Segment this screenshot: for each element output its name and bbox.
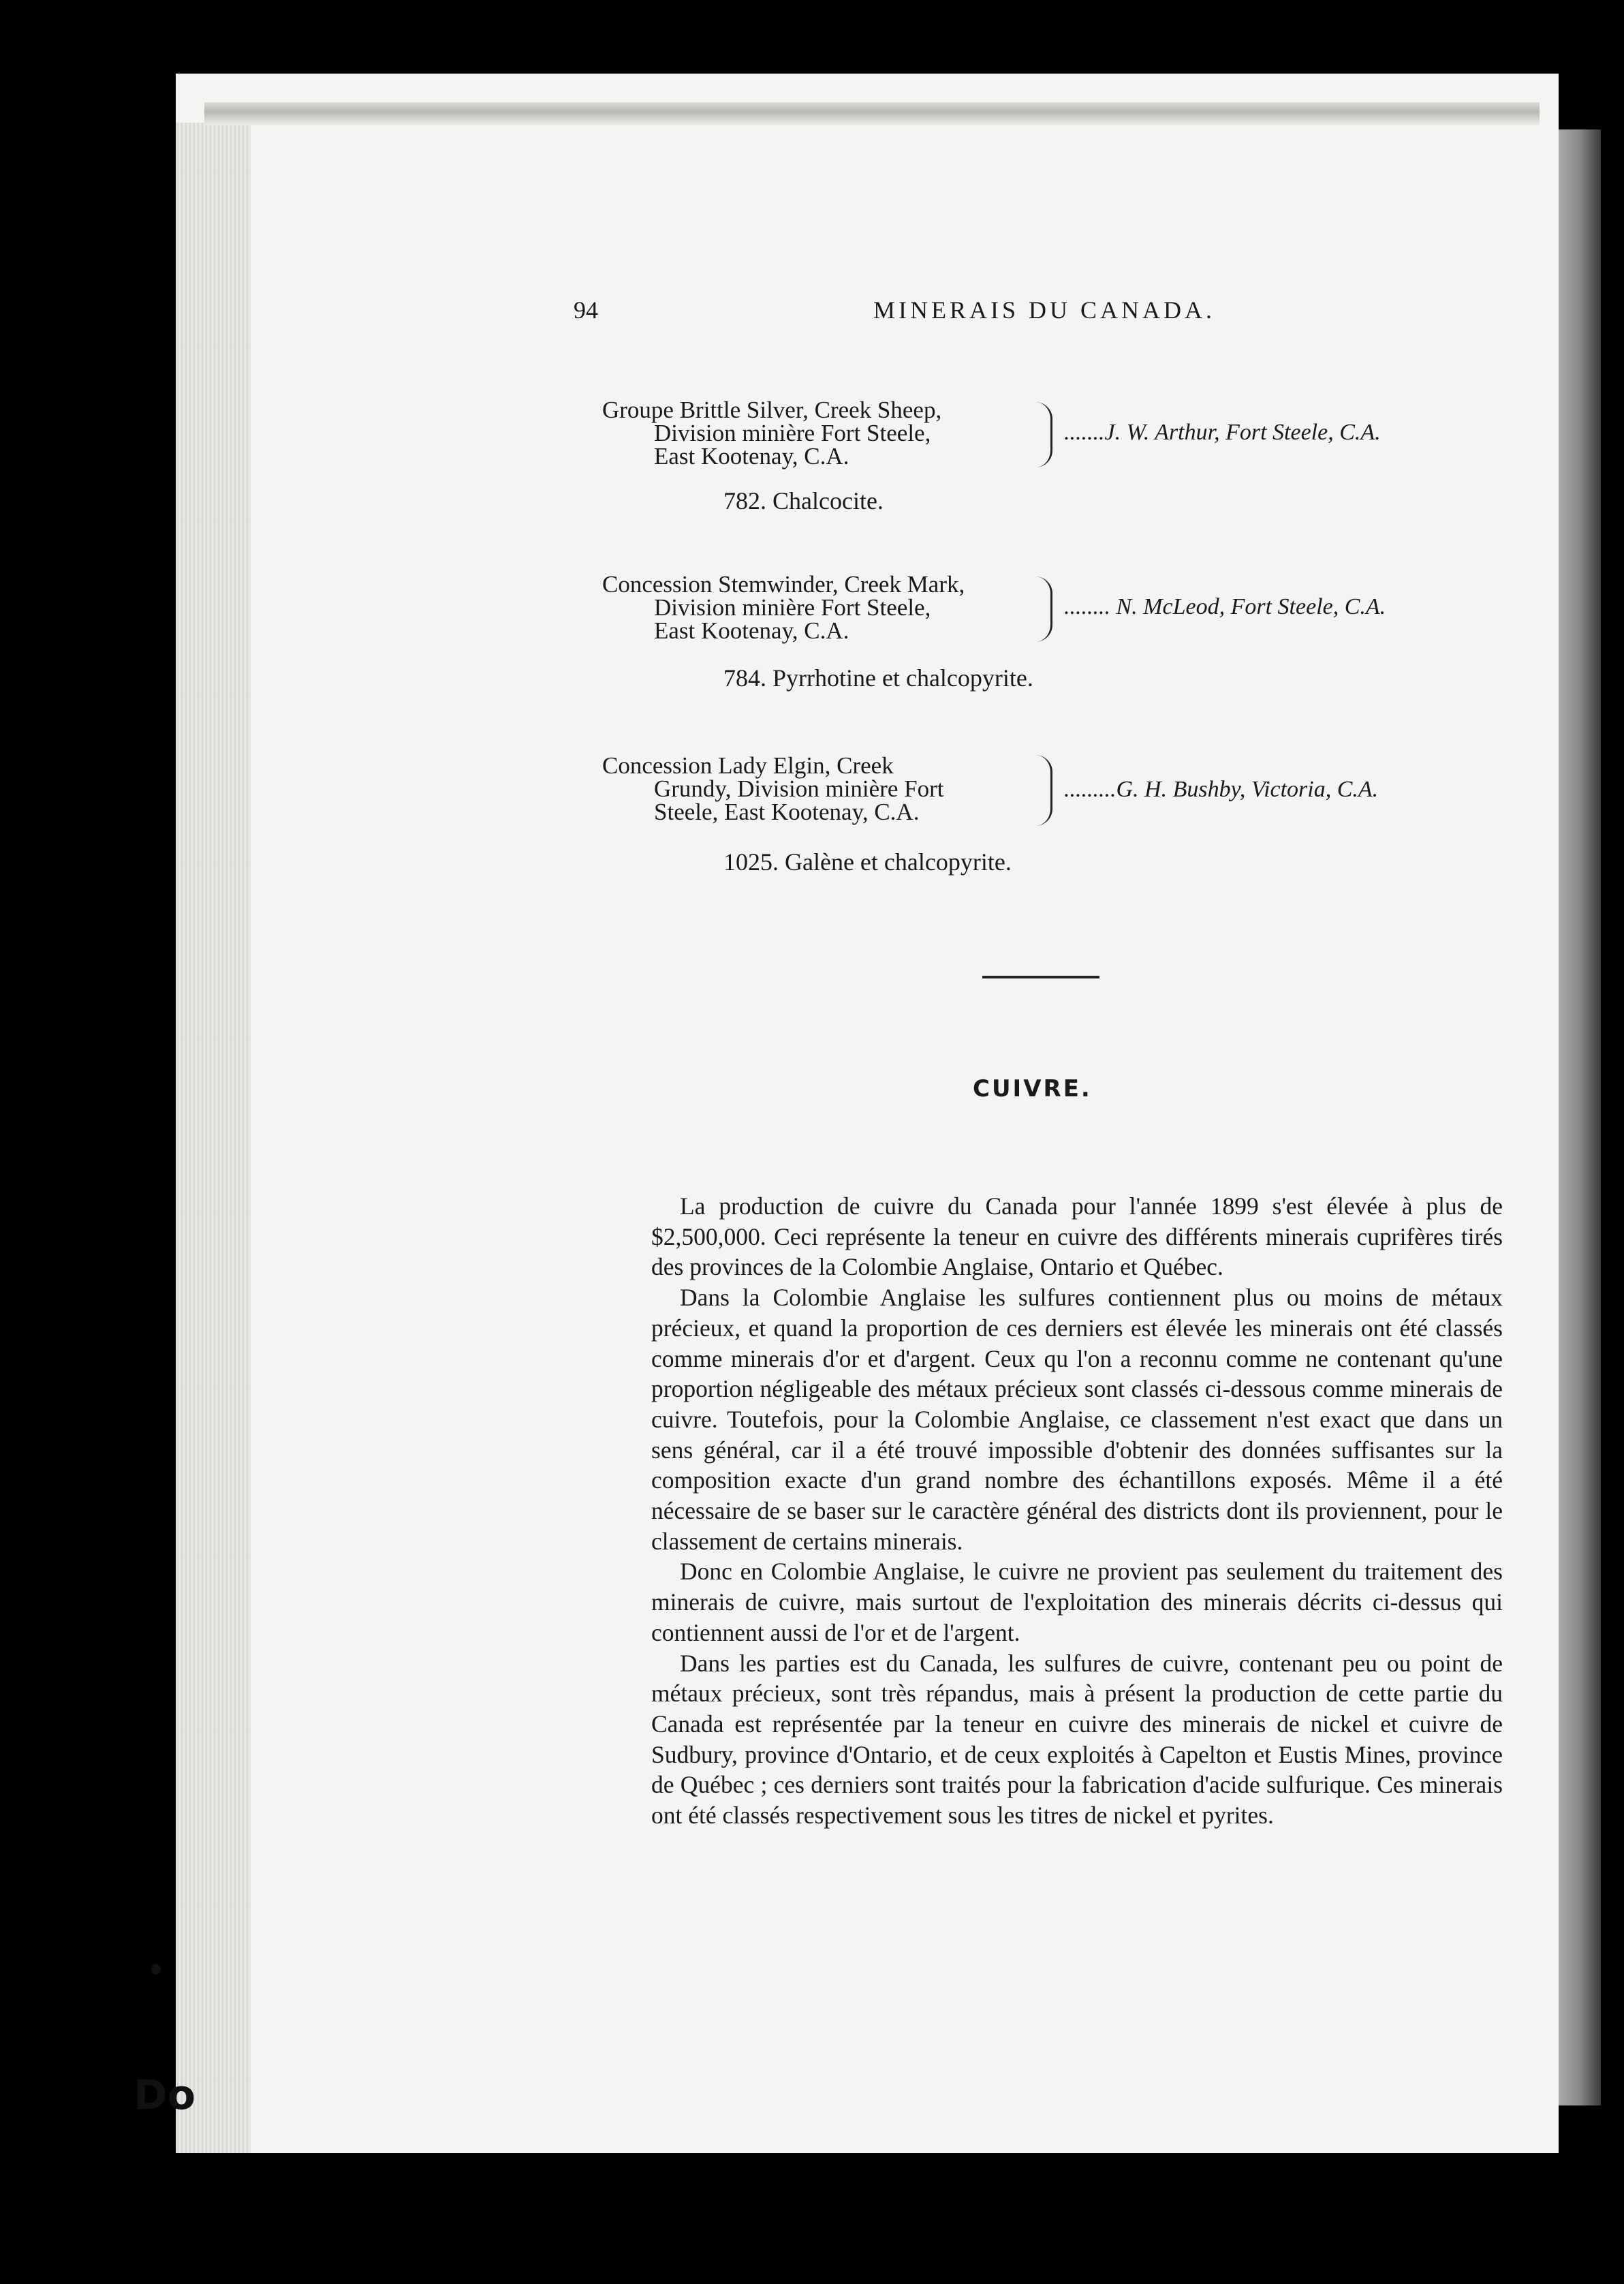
entry-1-line-1: Groupe Brittle Silver, Creek Sheep, bbox=[602, 397, 942, 423]
margin-stamp: Do bbox=[134, 2071, 196, 2119]
section-title: CUIVRE. bbox=[973, 1075, 1092, 1102]
paragraph-4: Dans les parties est du Canada, les sulfures de cuivre, contenant peu ou point de métaux précieux, sont très répandus, mais à présent la production de cette partie du Canada est représentée par la teneur en cuivre des minerais de nickel et cuivre de Sudbury, province d'Ontario, et de ceux exploités à Capelton et Eustis Mines, province de Québec ; ces derniers sont traités pour la fabrication d'acide sulfurique. Ces minerais ont été classés respectivement sous les titres de nickel et pyrites. bbox=[651, 1649, 1503, 1830]
entry-3-attribution: .........G. H. Bushby, Victoria, C.A. bbox=[1064, 777, 1379, 802]
entry-3-line-2: Grundy, Division minière Fort bbox=[654, 775, 944, 802]
entry-3-line-1: Concession Lady Elgin, Creek bbox=[602, 752, 894, 779]
entry-3-brace bbox=[1035, 755, 1052, 826]
entry-1-brace bbox=[1035, 402, 1052, 467]
entry-1-attribution: .......J. W. Arthur, Fort Steele, C.A. bbox=[1064, 420, 1381, 445]
paragraph-2: Dans la Colombie Anglaise les sulfures contiennent plus ou moins de métaux précieux, et quand la proportion de ces derniers est élevée les minerais ont été classés comme minerais d'or et d'argent. Ceux qu l'on a reconnu comme ne contenant qu'une proportion négligeable des métaux précieux sont classés ci-dessous comme minerais de cuivre. Toutefois, pour la Colombie Anglaise, ce classement n'est exact que dans un sens général, car il a été trouvé impossible d'obtenir des données suffisantes sur la composition exacte d'un grand nombre des échantillons exposés. Même il a été nécessaire de se baser sur le caractère général des districts dont ils proviennent, pour le classement de certains minerais. bbox=[651, 1284, 1503, 1555]
paragraph-1: La production de cuivre du Canada pour l'année 1899 s'est élevée à plus de $2,500,000. Ceci représente la teneur en cuivre des différents minerais cuprifères tirés des provinces de la Colombie Anglaise, Ontario et Québec. bbox=[651, 1192, 1503, 1281]
page-edge-stack bbox=[176, 123, 251, 2153]
entry-2-line-3: East Kootenay, C.A. bbox=[654, 617, 849, 644]
entry-1-mineral: 782. Chalcocite. bbox=[723, 487, 884, 514]
page-top-edge bbox=[204, 102, 1540, 125]
entry-2-mineral: 784. Pyrrhotine et chalcopyrite. bbox=[723, 664, 1033, 692]
book-page bbox=[176, 74, 1559, 2153]
section-body bbox=[651, 1191, 1503, 1831]
entry-1-line-3: East Kootenay, C.A. bbox=[654, 443, 849, 469]
entry-3-mineral: 1025. Galène et chalcopyrite. bbox=[723, 848, 1012, 876]
margin-dot bbox=[151, 1964, 161, 1975]
entry-1-line-2: Division minière Fort Steele, bbox=[654, 420, 931, 446]
running-title: MINERAIS DU CANADA. bbox=[873, 296, 1216, 324]
paragraph-3: Donc en Colombie Anglaise, le cuivre ne provient pas seulement du traitement des minerais de cuivre, mais surtout de l'exploitation des minerais décrits ci-dessus qui contiennent aussi de l'or et de l'argent. bbox=[651, 1558, 1503, 1646]
entry-3-line-3: Steele, East Kootenay, C.A. bbox=[654, 799, 920, 825]
page-number: 94 bbox=[574, 296, 598, 324]
entry-2-line-2: Division minière Fort Steele, bbox=[654, 594, 931, 621]
section-divider bbox=[982, 976, 1099, 978]
entry-2-line-1: Concession Stemwinder, Creek Mark, bbox=[602, 571, 965, 598]
entry-2-attribution: ........ N. McLeod, Fort Steele, C.A. bbox=[1064, 594, 1386, 619]
entry-2-brace bbox=[1035, 576, 1052, 642]
